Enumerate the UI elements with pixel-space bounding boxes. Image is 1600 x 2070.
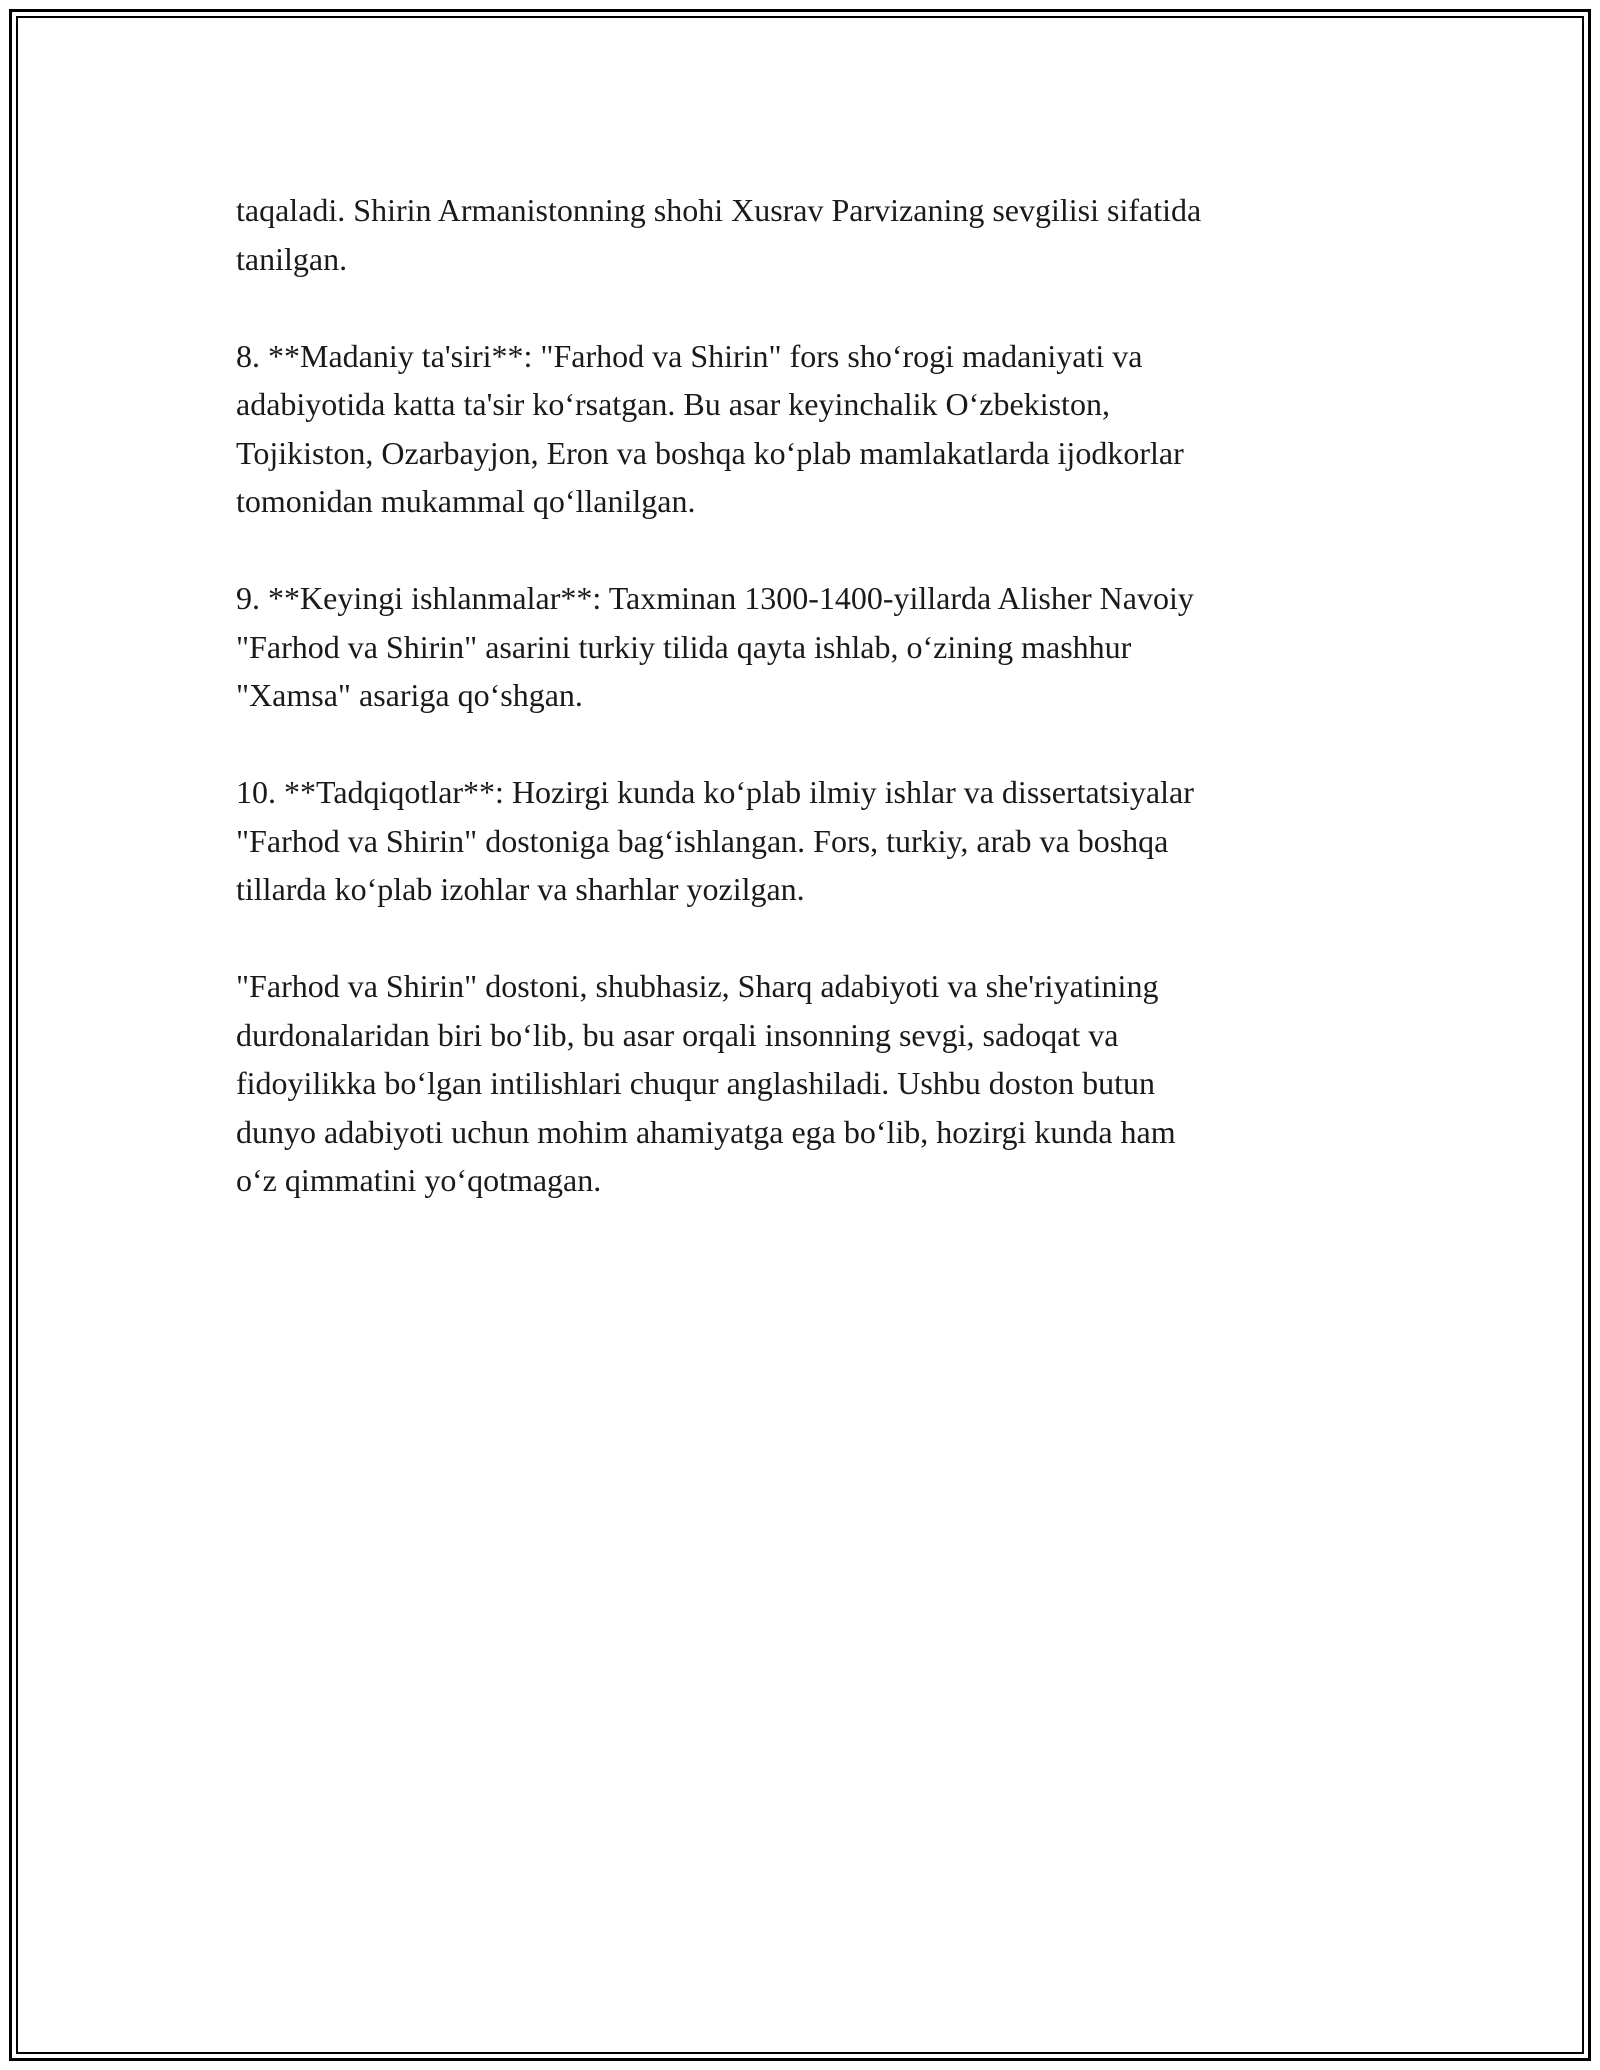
- paragraph-item-9-later-developments: 9. **Keyingi ishlanmalar**: Taxminan 1300-1400-yillarda Alisher Navoiy "Farhod va Shirin" asarini turkiy tilida qayta ishlab, o‘zining mashhur "Xamsa" asariga qo‘shgan.: [236, 580, 1194, 713]
- paragraph-continuation: taqaladi. Shirin Armanistonning shohi Xusrav Parvizaning sevgilisi sifatida tanilgan.: [236, 192, 1202, 277]
- paragraph-item-10-research: 10. **Tadqiqotlar**: Hozirgi kunda ko‘plab ilmiy ishlar va dissertatsiyalar "Farhod va Shirin" dostoniga bag‘ishlangan. Fors, turkiy, arab va boshqa tillarda ko‘plab izohlar va sharhlar yozilgan.: [236, 774, 1194, 907]
- paragraph-conclusion: "Farhod va Shirin" dostoni, shubhasiz, Sharq adabiyoti va she'riyatining durdonalaridan biri bo‘lib, bu asar orqali insonning sevgi, sadoqat va fidoyilikka bo‘lgan intilishlari chuqur anglashiladi. Ushbu doston butun dunyo adabiyoti uchun mohim ahamiyatga ega bo‘lib, hozirgi kunda ham o‘z qimmatini yo‘qotmagan.: [236, 968, 1176, 1198]
- paragraph-item-8-cultural-influence: 8. **Madaniy ta'siri**: "Farhod va Shirin" fors sho‘rogi madaniyati va adabiyotida katta ta'sir ko‘rsatgan. Bu asar keyinchalik O‘zbekiston, Tojikiston, Ozarbayjon, Eron va boshqa ko‘plab mamlakatlarda ijodkorlar tomonidan mukammal qo‘llanilgan.: [236, 337, 1184, 519]
- document-body: [236, 186, 1356, 1205]
